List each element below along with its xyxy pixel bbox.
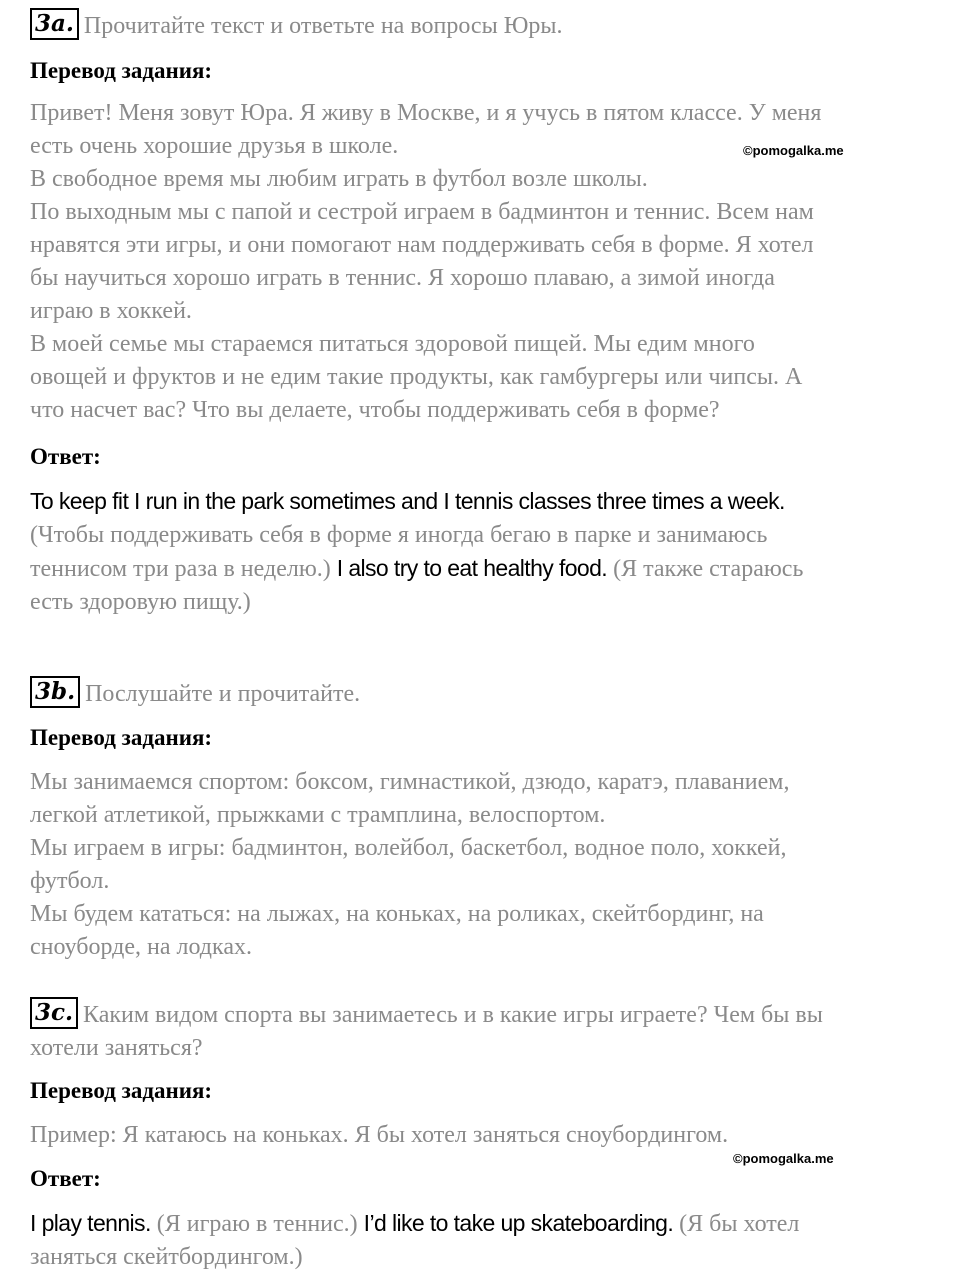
ex3b-translation-line: Мы будем кататься: на лыжах, на коньках, на роликах, скейтбординг, на (30, 901, 764, 927)
ex3a-number-badge: 3a. (30, 8, 79, 40)
ex3c-answer-ru: (Я бы хотел (679, 1211, 800, 1237)
ex3c-answer-en: I’d like to take up skateboarding. (363, 1210, 674, 1236)
ex3c-translation-heading: Перевод задания: (30, 1078, 213, 1103)
watermark: ©pomogalka.me (743, 143, 844, 158)
ex3a-translation-line: овощей и фруктов и не едим такие продукты, как гамбургеры или чипсы. А (30, 364, 803, 390)
ex3b-translation-line: сноуборде, на лодках. (30, 934, 252, 960)
ex3a-task: Прочитайте текст и ответьте на вопросы Юры. (83, 13, 563, 39)
ex3b-translation-line: футбол. (30, 868, 110, 894)
ex3a-translation-line: есть очень хорошие друзья в школе. (30, 133, 399, 159)
ex3a-answer-en: I also try to eat healthy food. (336, 555, 608, 581)
ex3a-task-line (30, 8, 563, 43)
ex3a-translation-line: В свободное время мы любим играть в футбол возле школы. (30, 166, 648, 192)
ex3c-task: Каким видом спорта вы занимаетесь и в какие игры играете? Чем бы вы (83, 1002, 823, 1028)
ex3a-answer-ru: есть здоровую пищу.) (30, 589, 251, 615)
ex3c-answer (30, 1207, 950, 1274)
ex3a-answer-ru: (Чтобы поддерживать себя в форме я иногда бегаю в парке и занимаюсь (30, 522, 768, 548)
ex3a-answer-ru: (Я также стараюсь (613, 556, 804, 582)
ex3c-task-line (30, 997, 930, 1065)
ex3a-translation-line: играю в хоккей. (30, 298, 192, 324)
ex3c-task: хотели заняться? (30, 1035, 203, 1061)
ex3b-translation-line: легкой атлетикой, прыжками с трамплина, велоспортом. (30, 802, 606, 828)
ex3a-translation-line: По выходным мы с папой и сестрой играем в бадминтон и теннис. Всем нам (30, 199, 814, 225)
ex3c-translation-line: Пример: Я катаюсь на коньках. Я бы хотел заняться сноубордингом. (30, 1122, 729, 1148)
ex3c-number-badge: 3c. (30, 997, 78, 1029)
ex3b-task-line (30, 676, 360, 711)
ex3c-answer-ru: (Я играю в теннис.) (156, 1211, 358, 1237)
ex3a-answer-ru: теннисом три раза в неделю.) (30, 556, 331, 582)
ex3c-answer-heading: Ответ: (30, 1166, 101, 1191)
ex3a-translation-line: что насчет вас? Что вы делаете, чтобы поддерживать себя в форме? (30, 397, 720, 423)
ex3b-number-badge: 3b. (30, 676, 80, 708)
ex3b-translation (30, 766, 930, 964)
ex3b-task: Послушайте и прочитайте. (85, 681, 361, 707)
ex3a-answer (30, 485, 950, 619)
watermark: ©pomogalka.me (733, 1151, 834, 1166)
ex3b-translation-line: Мы играем в игры: бадминтон, волейбол, баскетбол, водное поло, хоккей, (30, 835, 787, 861)
ex3a-translation-line: В моей семье мы стараемся питаться здоровой пищей. Мы едим много (30, 331, 755, 357)
ex3a-answer-heading: Ответ: (30, 444, 101, 469)
ex3a-translation-heading: Перевод задания: (30, 58, 213, 83)
ex3b-translation-heading: Перевод задания: (30, 725, 213, 750)
ex3c-answer-ru: заняться скейтбордингом.) (30, 1244, 303, 1270)
ex3c-translation (30, 1119, 930, 1152)
ex3a-translation-line: бы научиться хорошо играть в теннис. Я хорошо плаваю, а зимой иногда (30, 265, 775, 291)
ex3a-translation-line: Привет! Меня зовут Юра. Я живу в Москве, и я учусь в пятом классе. У меня (30, 100, 822, 126)
ex3a-answer-en: To keep fit I run in the park sometimes and I tennis classes three times a week. (30, 488, 785, 514)
ex3c-answer-en: I play tennis. (30, 1210, 151, 1236)
ex3b-translation-line: Мы занимаемся спортом: боксом, гимнастикой, дзюдо, каратэ, плаванием, (30, 769, 790, 795)
ex3a-translation-line: нравятся эти игры, и они помогают нам поддерживать себя в форме. Я хотел (30, 232, 814, 258)
